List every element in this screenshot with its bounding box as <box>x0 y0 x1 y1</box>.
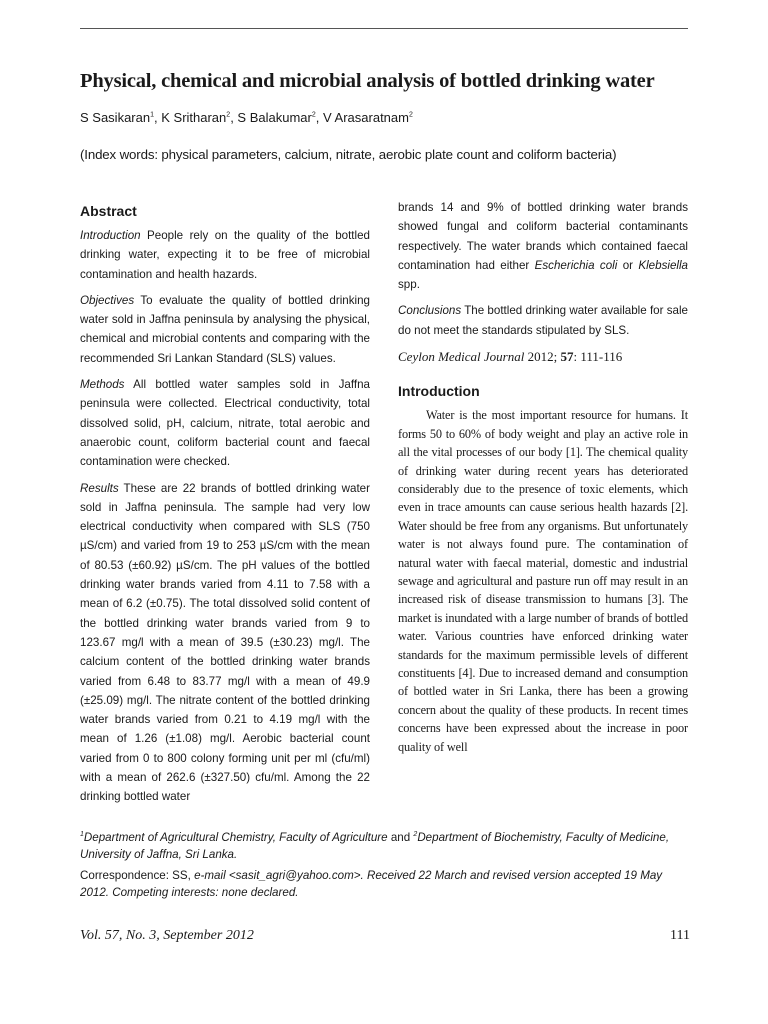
conjunction: and <box>387 830 414 844</box>
article-title: Physical, chemical and microbial analysis of bottled drinking water <box>80 70 655 92</box>
organism-name: Escherichia coli <box>534 258 618 272</box>
correspondence-text: e-mail <sasit_agri@yahoo.com>. Received 22 March and revised version accepted 19 May 2012. Competing interests: none declared. <box>80 869 663 899</box>
section-lead: Introduction <box>80 229 141 242</box>
correspondence-footnote <box>80 867 690 901</box>
right-column <box>398 198 688 756</box>
correspondence-label: Correspondence: SS, <box>80 869 195 882</box>
journal-citation <box>398 347 688 366</box>
abstract-results-continued <box>398 198 688 294</box>
organism-name: Klebsiella <box>638 258 688 272</box>
affiliation-mark: 1 <box>80 831 84 838</box>
abstract-results <box>80 479 370 807</box>
abstract-conclusions <box>398 301 688 340</box>
affiliation-footnote <box>80 826 690 863</box>
citation-volume: 57 <box>560 349 574 365</box>
author-affiliation-mark: 2 <box>311 111 316 119</box>
abstract-introduction <box>80 226 370 284</box>
citation-pages: : 111-116 <box>573 349 623 365</box>
issue-info: Vol. 57, No. 3, September 2012 <box>80 928 254 943</box>
section-text: To evaluate the quality of bottled drinking water sold in Jaffna peninsula by analysing the physical, chemical and microbial contents and comparing with the recommended Sri Lankan Standard (SLS) values. <box>80 293 370 365</box>
author-name: V Arasaratnam <box>322 110 409 125</box>
section-lead: Results <box>80 481 119 495</box>
author-affiliation-mark: 2 <box>226 111 231 119</box>
left-column <box>80 198 370 814</box>
section-text: brands 14 and 9% of bottled drinking water brands showed fungal and coliform bacterial contaminants respectively. The water brands which contained faecal contamination had either <box>398 201 688 272</box>
section-text: These are 22 brands of bottled drinking water sold in Jaffna peninsula. The sample had very low electrical conductivity when compared with SLS (750 µS/cm) and varied from 19 to 253 µS/cm with the mean of 80.53 (±60.92) µS/cm. The pH values of the bottled drinking water brands varied from 4.11 to 7.58 with a mean of 6.2 (±0.75). The total dissolved solid content of the bottled drinking water brands varied from 9 to 123.67 mg/l with a mean of 39.5 (±30.23) mg/l. The calcium content of the bottled drinking water brands varied from 6.48 to 83.77 mg/l with a mean of 49.9 (±25.09) mg/l. The nitrate content of the bottled drinking water brands varied from 0.21 to 4.19 mg/l with the mean of 1.26 (±1.08) mg/l. Aerobic bacterial count varied from 0 to 800 colony forming unit per ml (cfu/ml) with a mean of 262.6 (±327.50) cfu/ml. Among the 22 drinking bottled water <box>80 481 370 804</box>
section-text: All bottled water samples sold in Jaffna peninsula were collected. Electrical conductivity, total dissolved solid, pH, calcium, nitrate, total aerobic and anaerobic count, coliform bacterial count and faecal contamination were checked. <box>80 378 370 469</box>
affiliation-text: Department of Biochemistry, Faculty of Medicine, University of Jaffna, Sri Lanka. <box>80 830 670 861</box>
author-list: S Sasikaran$^1$, K Sritharan$^2$, S Balakumar$^2$, V Arasaratnam$^2$ <box>80 110 413 125</box>
author-name: S Balakumar <box>237 110 312 125</box>
section-text: The bottled drinking water available for sale do not meet the standards stipulated by SLS. <box>398 304 688 337</box>
page-number: 111 <box>670 928 690 943</box>
introduction-body: Water is the most important resource for humans. It forms 50 to 60% of body weight and play an active role in all the vital processes of our body [1]. The chemical quality of drinking water during recent years has deteriorated considerably due to the presence of toxic elements, which even in trace amounts can cause serious health hazards [2]. Water should be free from any organisms. But unfortunately water is not always found pure. The contamination of natural water with faecal material, domestic and industrial sewage and agricultural and pasture run off may result in an increased risk of disease transmission to humans [3]. The market is inundated with a large number of brands of bottled water. Various countries have enforced drinking water standards for the maximum permissible levels of different constituents [4]. Due to increased demand and consumption of bottled water in Sri Lanka, there has been a growing concern about the quality of these products. In recent times concerns have been expressed about the increase in poor quality of well <box>398 408 688 754</box>
author-affiliation-mark: 1 <box>150 111 154 119</box>
section-lead: Methods <box>80 378 125 392</box>
section-text: People rely on the quality of the bottled drinking water, expecting it to be free of microbial contamination and health hazards. <box>80 229 370 281</box>
section-text: spp. <box>398 278 420 292</box>
section-lead: Objectives <box>80 293 135 307</box>
affiliation-text: Department of Agricultural Chemistry, Faculty of Agriculture <box>83 830 388 844</box>
citation-year: 2012; <box>524 349 561 365</box>
section-lead: Conclusions <box>398 304 462 318</box>
abstract-objectives <box>80 291 370 368</box>
affiliation-mark: 2 <box>413 831 418 838</box>
author-name: S Sasikaran <box>80 110 151 125</box>
author-affiliation-mark: 2 <box>408 111 413 119</box>
journal-name: Ceylon Medical Journal <box>398 349 525 365</box>
author-name: K Sritharan <box>161 110 227 125</box>
index-words: (Index words: physical parameters, calcium, nitrate, aerobic plate count and coliform bacteria) <box>80 147 617 162</box>
abstract-heading: Abstract <box>80 203 137 219</box>
top-rule <box>80 28 688 29</box>
abstract-methods <box>80 375 370 471</box>
introduction-heading: Introduction <box>398 383 480 400</box>
conjunction: or <box>617 258 639 272</box>
